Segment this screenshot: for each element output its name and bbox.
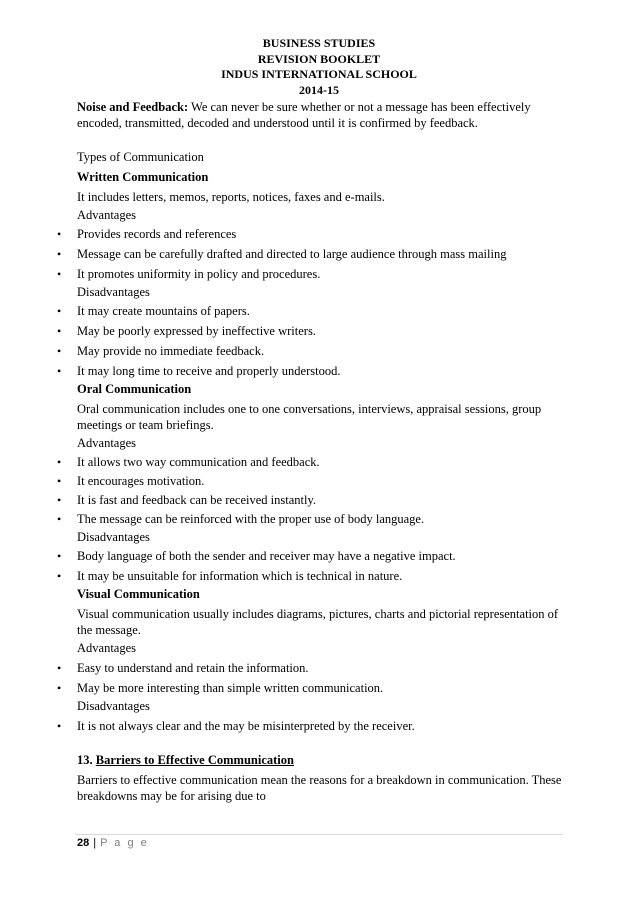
footer-divider [75,834,563,835]
oral-advantages-list [57,454,567,527]
barriers-paragraph: Barriers to effective communication mean the reasons for a breakdown in communication. These breakdowns may be for arising due to [77,773,562,803]
list-item: • It may long time to receive and properly understood. [57,364,341,378]
bullet-icon: • [57,512,62,526]
bullet-icon: • [57,569,62,583]
list-item: • May provide no immediate feedback. [57,344,265,358]
bullet-icon: • [57,474,62,488]
visual-advantages-label: Advantages [77,641,137,655]
oral-disadvantages-list [57,548,567,584]
barriers-number: 13. [77,753,93,767]
written-description: It includes letters, memos, reports, notices, faxes and e-mails. [77,190,385,204]
page-body [57,99,567,804]
bullet-icon: • [57,681,62,695]
oral-heading: Oral Communication [77,382,192,396]
written-heading: Written Communication [77,170,209,184]
header-subject: BUSINESS STUDIES [262,36,376,50]
written-advantages-label: Advantages [77,208,137,222]
list-item: • May be more interesting than simple written communication. [57,681,384,695]
list-item: • May be poorly expressed by ineffective writers. [57,324,316,338]
page-label: P a g e [100,837,149,849]
bullet-icon: • [57,719,62,733]
header-school: INDUS INTERNATIONAL SCHOOL [221,67,417,81]
list-item: • Message can be carefully drafted and directed to large audience through mass mailing [57,247,507,261]
visual-disadvantages-list [57,718,567,734]
list-item: • The message can be reinforced with the proper use of body language. [57,512,425,526]
list-item: • Body language of both the sender and receiver may have a negative impact. [57,549,456,563]
page-footer [77,837,149,849]
bullet-icon: • [57,247,62,261]
oral-description: Oral communication includes one to one conversations, interviews, appraisal sessions, group meetings or team briefings. [77,402,542,432]
visual-description: Visual communication usually includes diagrams, pictures, charts and pictorial representation of the message. [77,607,559,637]
list-item: • It may be unsuitable for information which is technical in nature. [57,569,403,583]
written-disadvantages-list [57,303,567,379]
bullet-icon: • [57,304,62,318]
visual-heading: Visual Communication [77,587,200,601]
noise-feedback-paragraph [77,99,567,131]
bullet-icon: • [57,493,62,507]
list-item: • Easy to understand and retain the information. [57,661,309,675]
bullet-icon: • [57,661,62,675]
list-item: • It encourages motivation. [57,474,205,488]
bullet-icon: • [57,364,62,378]
list-item: • Provides records and references [57,227,237,241]
list-item: • It promotes uniformity in policy and procedures. [57,267,321,281]
bullet-icon: • [57,455,62,469]
noise-feedback-text: We can never be sure whether or not a message has been effectively encoded, transmitted, decoded and understood until it is confirmed by feedback. [77,100,531,130]
page-number: 28 [77,837,90,849]
footer-separator: | [93,837,97,849]
noise-feedback-label: Noise and Feedback: [77,100,189,114]
bullet-icon: • [57,344,62,358]
bullet-icon: • [57,549,62,563]
types-heading: Types of Communication [77,150,204,164]
list-item: • It may create mountains of papers. [57,304,250,318]
bullet-icon: • [57,227,62,241]
list-item: • It is fast and feedback can be received instantly. [57,493,317,507]
oral-disadvantages-label: Disadvantages [77,530,150,544]
bullet-icon: • [57,267,62,281]
list-item: • It allows two way communication and feedback. [57,455,320,469]
written-advantages-list [57,226,567,282]
barriers-heading [77,752,567,768]
visual-disadvantages-label: Disadvantages [77,699,150,713]
written-disadvantages-label: Disadvantages [77,285,150,299]
list-item: • It is not always clear and the may be misinterpreted by the receiver. [57,719,415,733]
visual-advantages-list [57,660,567,696]
header-year: 2014-15 [299,82,339,97]
page-header [0,36,638,98]
barriers-title: Barriers to Effective Communication [95,753,294,767]
header-booklet: REVISION BOOKLET [257,51,381,66]
oral-advantages-label: Advantages [77,436,137,450]
bullet-icon: • [57,324,62,338]
